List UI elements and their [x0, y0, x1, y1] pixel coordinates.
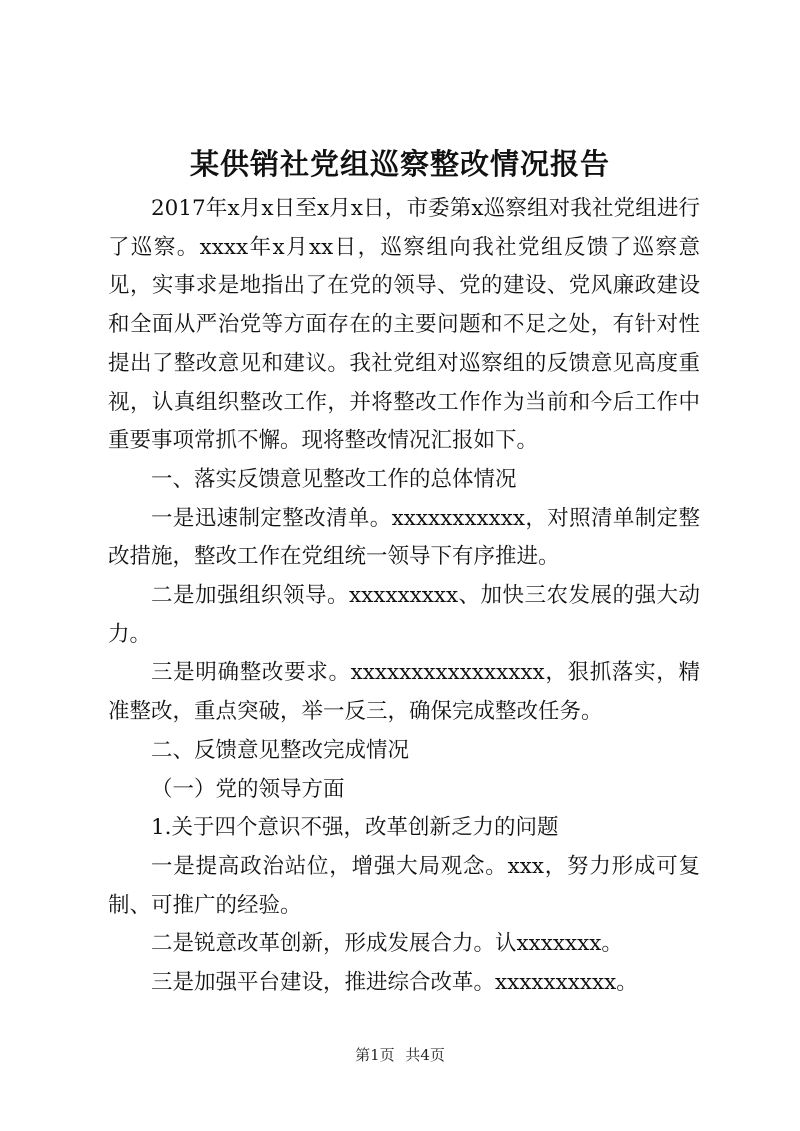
page-footer: [0, 1044, 800, 1065]
item-heading: 1.关于四个意识不强，改革创新乏力的问题: [151, 815, 559, 841]
paragraph: 二是加强组织领导。xxxxxxxxx、加快三农发展的强大动力。: [108, 583, 700, 647]
document-body: [108, 190, 700, 1003]
paragraph: 一是迅速制定整改清单。xxxxxxxxxxx，对照清单制定整改措施，整改工作在党组统一领导下有序推进。: [108, 505, 700, 570]
paragraph: 三是明确整改要求。xxxxxxxxxxxxxxxx，狠抓落实，精准整改，重点突破，举一反三，确保完成整改任务。: [108, 660, 700, 725]
paragraph: 二是锐意改革创新，形成发展合力。认xxxxxxx。: [151, 931, 623, 957]
section-heading-2: 二、反馈意见整改完成情况: [151, 737, 410, 763]
document-title: 某供销社党组巡察整改情况报告: [189, 147, 610, 181]
subsection-heading: （一）党的领导方面: [151, 776, 345, 802]
paragraph-intro: 2017年x月x日至x月x日，市委第x巡察组对我社党组进行了巡察。xxxx年x月xx日，巡察组向我社党组反馈了巡察意见，实事求是地指出了在党的领导、党的建设、党风廉政建设和全面从严治党等方面存在的主要问题和不足之处，有针对性提出了整改意见和建议。我社党组对巡察组的反馈意见高度重视，认真组织整改工作，并将整改工作作为当前和今后工作中重要事项常抓不懈。现将整改情况汇报如下。: [108, 196, 700, 454]
paragraph: 三是加强平台建设，推进综合改革。xxxxxxxxxx。: [151, 970, 638, 996]
page-number: 第1页: [355, 1046, 395, 1064]
page-total: 共4页: [405, 1046, 445, 1064]
section-heading-1: 一、落实反馈意见整改工作的总体情况: [151, 466, 517, 492]
paragraph: 一是提高政治站位，增强大局观念。xxx，努力形成可复制、可推广的经验。: [108, 853, 700, 918]
